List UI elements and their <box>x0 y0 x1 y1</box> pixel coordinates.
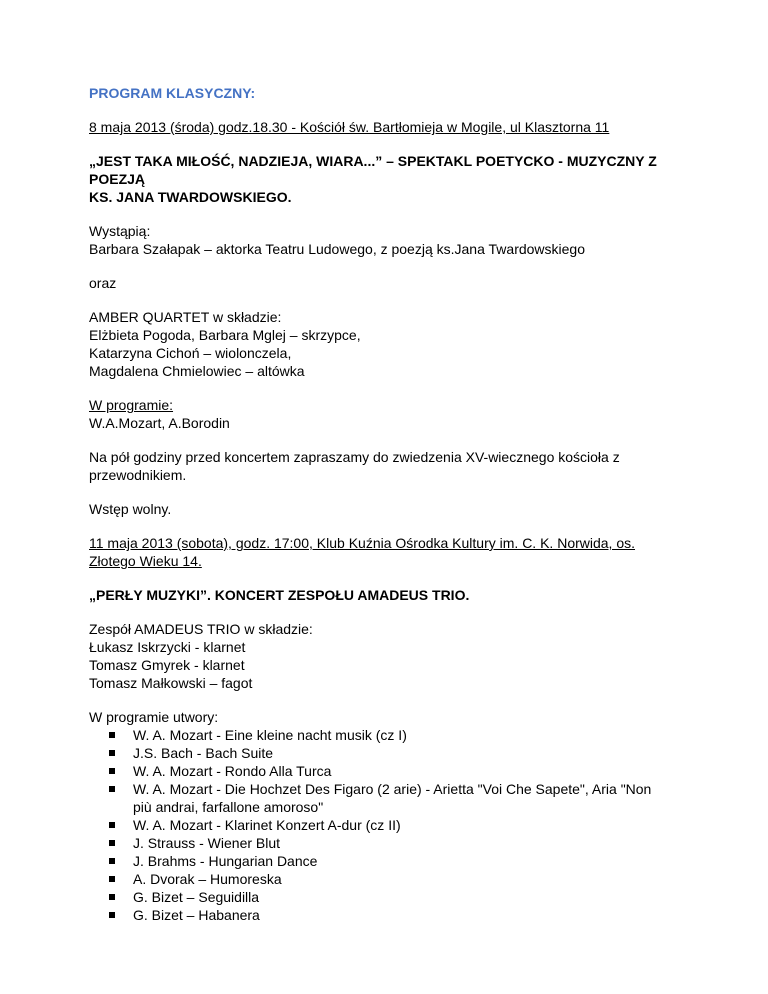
list-item <box>109 852 689 870</box>
square-bullet-icon <box>109 768 115 774</box>
square-bullet-icon <box>109 876 115 882</box>
entry-text: Wstęp wolny. <box>89 501 172 517</box>
tour-line2: przewodnikiem. <box>89 467 187 483</box>
list-item <box>109 744 689 762</box>
list-item <box>109 906 689 924</box>
square-bullet-icon <box>109 840 115 846</box>
square-bullet-icon <box>109 786 115 792</box>
work-title: W. A. Mozart - Klarinet Konzert A-dur (cz II) <box>133 817 401 833</box>
event1-title-line1: „JEST TAKA MIŁOŚĆ, NADZIEJA, WIARA...” – SPEKTAKL POETYCKO - MUZYCZNY Z POEZJĄ <box>89 153 657 187</box>
square-bullet-icon <box>109 894 115 900</box>
performer-line: Barbara Szałapak – aktorka Teatru Ludowego, z poezją ks.Jana Twardowskiego <box>89 241 586 257</box>
work-title: G. Bizet – Habanera <box>133 907 260 923</box>
work-title-continuation: più andrai, farfallone amoroso" <box>133 799 324 815</box>
work-title: J.S. Bach - Bach Suite <box>133 745 274 761</box>
square-bullet-icon <box>109 732 115 738</box>
event2-date-line2: Złotego Wieku 14. <box>89 553 202 569</box>
list-item <box>109 834 689 852</box>
list-item <box>109 780 689 816</box>
event2-date-line1: 11 maja 2013 (sobota), godz. 17:00, Klub Kuźnia Ośrodka Kultury im. C. K. Norwida, os. <box>89 535 636 551</box>
ensemble-member: Łukasz Iskrzycki - klarnet <box>89 639 246 655</box>
square-bullet-icon <box>109 822 115 828</box>
quartet-member: Elżbieta Pogoda, Barbara Mglej – skrzypce, <box>89 327 361 343</box>
works-list <box>89 726 689 924</box>
and-text: oraz <box>89 275 117 291</box>
event1-date-line: 8 maja 2013 (środa) godz.18.30 - Kościół św. Bartłomieja w Mogile, ul Klasztorna 11 <box>89 119 610 135</box>
work-title: J. Brahms - Hungarian Dance <box>133 853 318 869</box>
event1-program-text: W.A.Mozart, A.Borodin <box>89 415 230 431</box>
work-title: W. A. Mozart - Rondo Alla Turca <box>133 763 332 779</box>
work-title: J. Strauss - Wiener Blut <box>133 835 281 851</box>
list-item <box>109 870 689 888</box>
list-item <box>109 726 689 744</box>
square-bullet-icon <box>109 750 115 756</box>
event2-title: „PERŁY MUZYKI”. KONCERT ZESPOŁU AMADEUS TRIO. <box>89 587 470 603</box>
ensemble-member: Tomasz Małkowski – fagot <box>89 675 253 691</box>
work-title: G. Bizet – Seguidilla <box>133 889 260 905</box>
program-heading: PROGRAM KLASYCZNY: <box>89 85 256 101</box>
quartet-label: AMBER QUARTET w składzie: <box>89 309 282 325</box>
performers-label: Wystąpią: <box>89 223 151 239</box>
ensemble-member: Tomasz Gmyrek - klarnet <box>89 657 245 673</box>
quartet-member: Magdalena Chmielowiec – altówka <box>89 363 305 379</box>
event1-program-label: W programie: <box>89 397 174 413</box>
tour-line1: Na pół godziny przed koncertem zapraszamy do zwiedzenia XV-wiecznego kościoła z <box>89 449 620 465</box>
works-label: W programie utwory: <box>89 709 219 725</box>
list-item <box>109 888 689 906</box>
document-page <box>89 84 689 924</box>
quartet-member: Katarzyna Cichoń – wiolonczela, <box>89 345 292 361</box>
square-bullet-icon <box>109 858 115 864</box>
list-item <box>109 816 689 834</box>
square-bullet-icon <box>109 912 115 918</box>
ensemble-label: Zespół AMADEUS TRIO w składzie: <box>89 621 313 637</box>
work-title: A. Dvorak – Humoreska <box>133 871 282 887</box>
list-item <box>109 762 689 780</box>
event1-title-line2: KS. JANA TWARDOWSKIEGO. <box>89 189 292 205</box>
work-title: W. A. Mozart - Die Hochzet Des Figaro (2 arie) - Arietta "Voi Che Sapete", Aria "Non <box>133 781 652 797</box>
work-title: W. A. Mozart - Eine kleine nacht musik (cz I) <box>133 727 407 743</box>
